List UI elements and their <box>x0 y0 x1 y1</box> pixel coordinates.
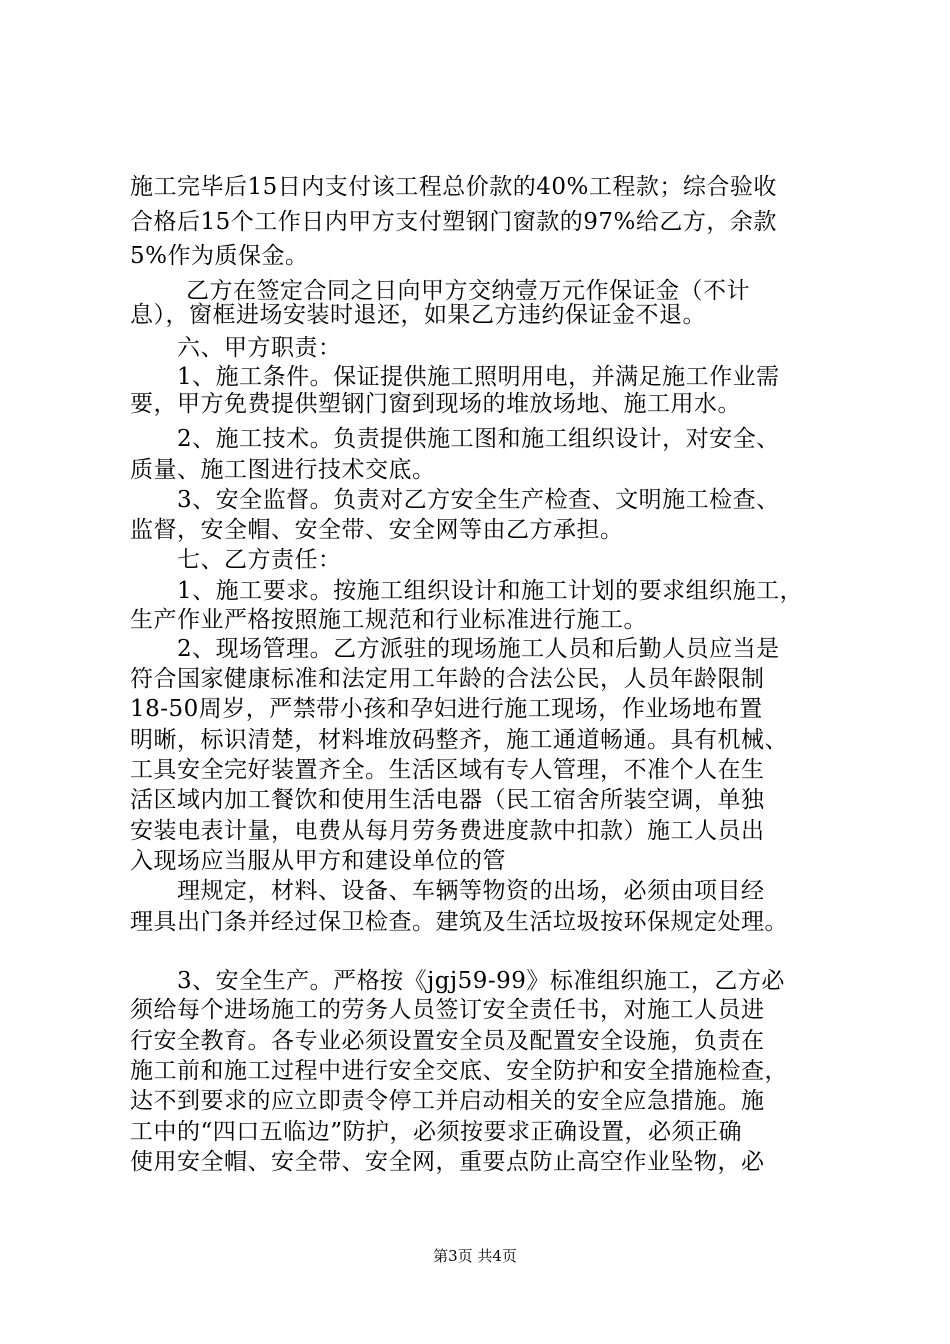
body-line: 质量、施工图进行技术交底。 <box>130 457 436 483</box>
body-line: 监督，安全帽、安全带、安全网等由乙方承担。 <box>130 517 624 543</box>
body-line: 行安全教育。各专业必须设置安全员及配置安全设施，负责在 <box>130 1028 765 1054</box>
body-line: 息），窗框进场安装时退还，如果乙方违约保证金不退。 <box>130 302 706 328</box>
body-line: 工具安全完好装置齐全。生活区域有专人管理，不准个人在生 <box>130 757 765 783</box>
body-line: 1、施工条件。保证提供施工照明用电，并满足施工作业需 <box>177 364 780 390</box>
body-line: 2、施工技术。负责提供施工图和施工组织设计，对安全、 <box>177 426 780 452</box>
body-line: 3、安全生产。严格按《jgj59-99》标准组织施工，乙方必 <box>177 968 785 994</box>
body-line: 须给每个进场施工的劳务人员签订安全责任书，对施工人员进 <box>130 997 765 1023</box>
body-line: 乙方在签定合同之日向甲方交纳壹万元作保证金（不计 <box>186 278 750 304</box>
body-line: 明晰，标识清楚，材料堆放码整齐，施工通道畅通。具有机械、 <box>130 727 788 753</box>
body-line: 要，甲方免费提供塑钢门窗到现场的堆放场地、施工用水。 <box>130 391 741 417</box>
body-line: 施工完毕后15日内支付该工程总价款的40%工程款；综合验收 <box>130 174 777 200</box>
body-line: 5%作为质保金。 <box>130 243 309 269</box>
body-line: 18-50周岁，严禁带小孩和孕妇进行施工现场，作业场地布置 <box>130 696 763 722</box>
body-line: 合格后15个工作日内甲方支付塑钢门窗款的97%给乙方，余款 <box>130 209 777 235</box>
body-line: 生产作业严格按照施工规范和行业标准进行施工。 <box>130 607 647 633</box>
body-line: 入现场应当服从甲方和建设单位的管 <box>130 848 506 874</box>
body-line: 理规定，材料、设备、车辆等物资的出场，必须由项目经 <box>177 878 765 904</box>
body-line: 理具出门条并经过保卫检查。建筑及生活垃圾按环保规定处理。 <box>130 909 788 935</box>
body-line: 使用安全帽、安全带、安全网，重要点防止高空作业坠物，必 <box>130 1149 765 1175</box>
body-line: 达不到要求的应立即责令停工并启动相关的安全应急措施。施 <box>130 1088 765 1114</box>
body-line: 安装电表计量，电费从每月劳务费进度款中扣款）施工人员出 <box>130 818 765 844</box>
body-line: 符合国家健康标准和法定用工年龄的合法公民，人员年龄限制 <box>130 666 765 692</box>
body-line: 活区域内加工餐饮和使用生活电器（民工宿舍所装空调，单独 <box>130 787 765 813</box>
body-line: 2、现场管理。乙方派驻的现场施工人员和后勤人员应当是 <box>177 636 780 662</box>
section-heading: 七、乙方责任： <box>177 547 342 573</box>
body-line: 3、安全监督。负责对乙方安全生产检查、文明施工检查、 <box>177 487 780 513</box>
section-heading: 六、甲方职责： <box>177 335 342 361</box>
page-number-footer: 第3页 共4页 <box>433 1247 517 1265</box>
body-line: 施工前和施工过程中进行安全交底、安全防护和安全措施检查， <box>130 1058 788 1084</box>
body-line: 1、施工要求。按施工组织设计和施工计划的要求组织施工， <box>177 578 804 604</box>
body-line: 工中的“四口五临边”防护，必须按要求正确设置，必须正确 <box>130 1119 743 1145</box>
